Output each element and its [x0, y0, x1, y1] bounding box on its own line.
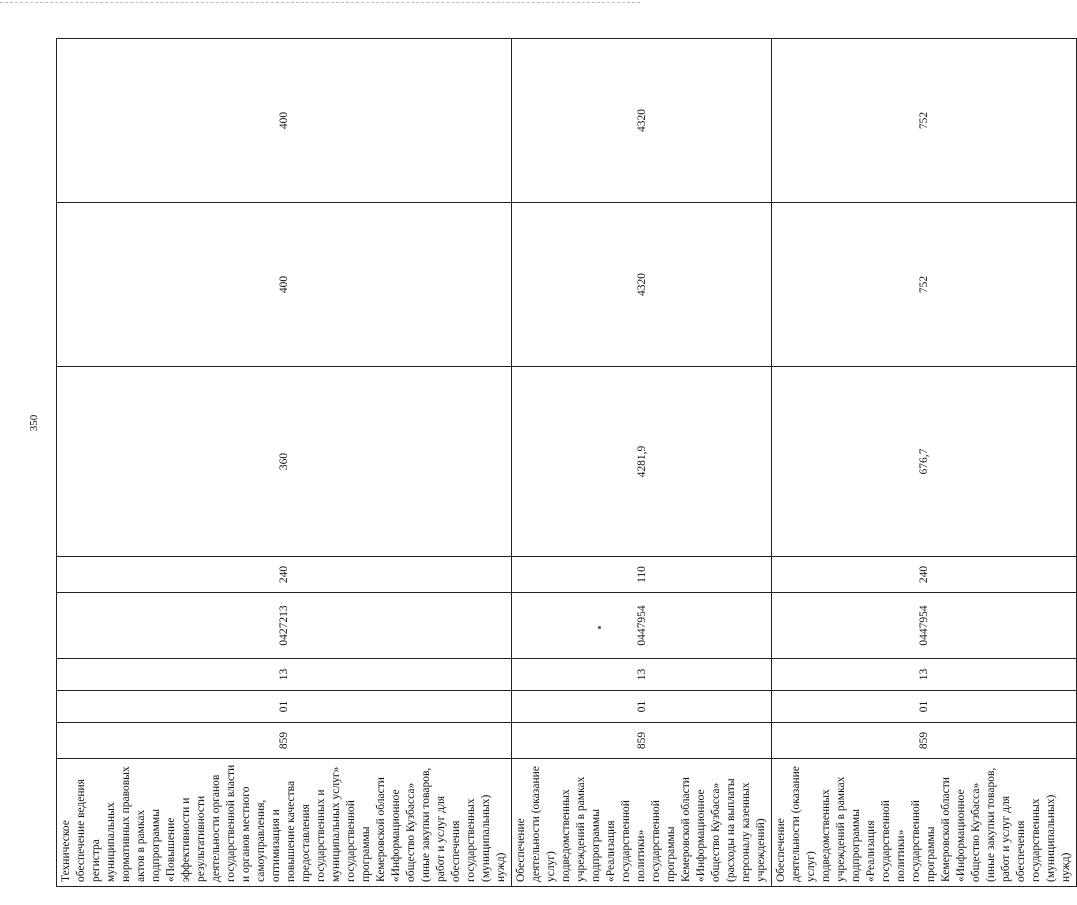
amount-year-2: 400	[57, 203, 512, 367]
ved-code: 859	[57, 723, 512, 759]
section-code: 01	[512, 691, 772, 723]
amount-year-3: 4320	[512, 39, 772, 203]
expense-description: Обеспечение деятельности (оказание услуг) подведомственных учреждений в рамках подпрограммы «Реализация государственной политики» государственной программы Кемеровской области «Информационное общество Кузбасса» (иные закупки товаров, работ и услуг для обеспечения государственных (муниципальных) нужд)	[772, 759, 1077, 887]
section-code: 01	[772, 691, 1077, 723]
page-number: 350	[28, 414, 40, 432]
target-article-code: 0447954	[512, 593, 772, 659]
amount-year-1: 676,7	[772, 367, 1077, 557]
budget-table-rotated	[56, 39, 1072, 887]
top-dashed-rule	[0, 2, 640, 3]
expense-description: Обеспечение деятельности (оказание услуг) подведомственных учреждений в рамках подпрограммы «Реализация государственной политики» государственной программы Кемеровской области «Информационное общество Кузбасса» (расходы на выплаты персоналу казенных учреждений)	[512, 759, 772, 887]
expense-type-code: 110	[512, 557, 772, 593]
amount-year-2: 752	[772, 203, 1077, 367]
scan-speck	[598, 626, 601, 629]
amount-year-1: 360	[57, 367, 512, 557]
amount-year-2: 4320	[512, 203, 772, 367]
budget-table	[56, 38, 1077, 887]
expense-type-code: 240	[772, 557, 1077, 593]
table-row	[57, 39, 512, 887]
target-article-code: 0427213	[57, 593, 512, 659]
amount-year-3: 752	[772, 39, 1077, 203]
subsection-code: 13	[57, 659, 512, 691]
ved-code: 859	[512, 723, 772, 759]
target-article-code: 0447954	[772, 593, 1077, 659]
amount-year-1: 4281,9	[512, 367, 772, 557]
ved-code: 859	[772, 723, 1077, 759]
subsection-code: 13	[772, 659, 1077, 691]
subsection-code: 13	[512, 659, 772, 691]
table-row	[512, 39, 772, 887]
section-code: 01	[57, 691, 512, 723]
expense-description: Техническое обеспечение ведения регистра муниципальных нормативных правовых актов в рамках подпрограммы «Повышение эффективности и результативности деятельности органов государственной власти и органов местного самоуправления, оптимизация и повышение качества предоставления государственных и муниципальных услуг» государственной программы Кемеровской области «Информационное общество Кузбасса» (иные закупки товаров, работ и услуг для обеспечения государственных (муниципальных) нужд)	[57, 759, 512, 887]
amount-year-3: 400	[57, 39, 512, 203]
table-row	[772, 39, 1077, 887]
expense-type-code: 240	[57, 557, 512, 593]
